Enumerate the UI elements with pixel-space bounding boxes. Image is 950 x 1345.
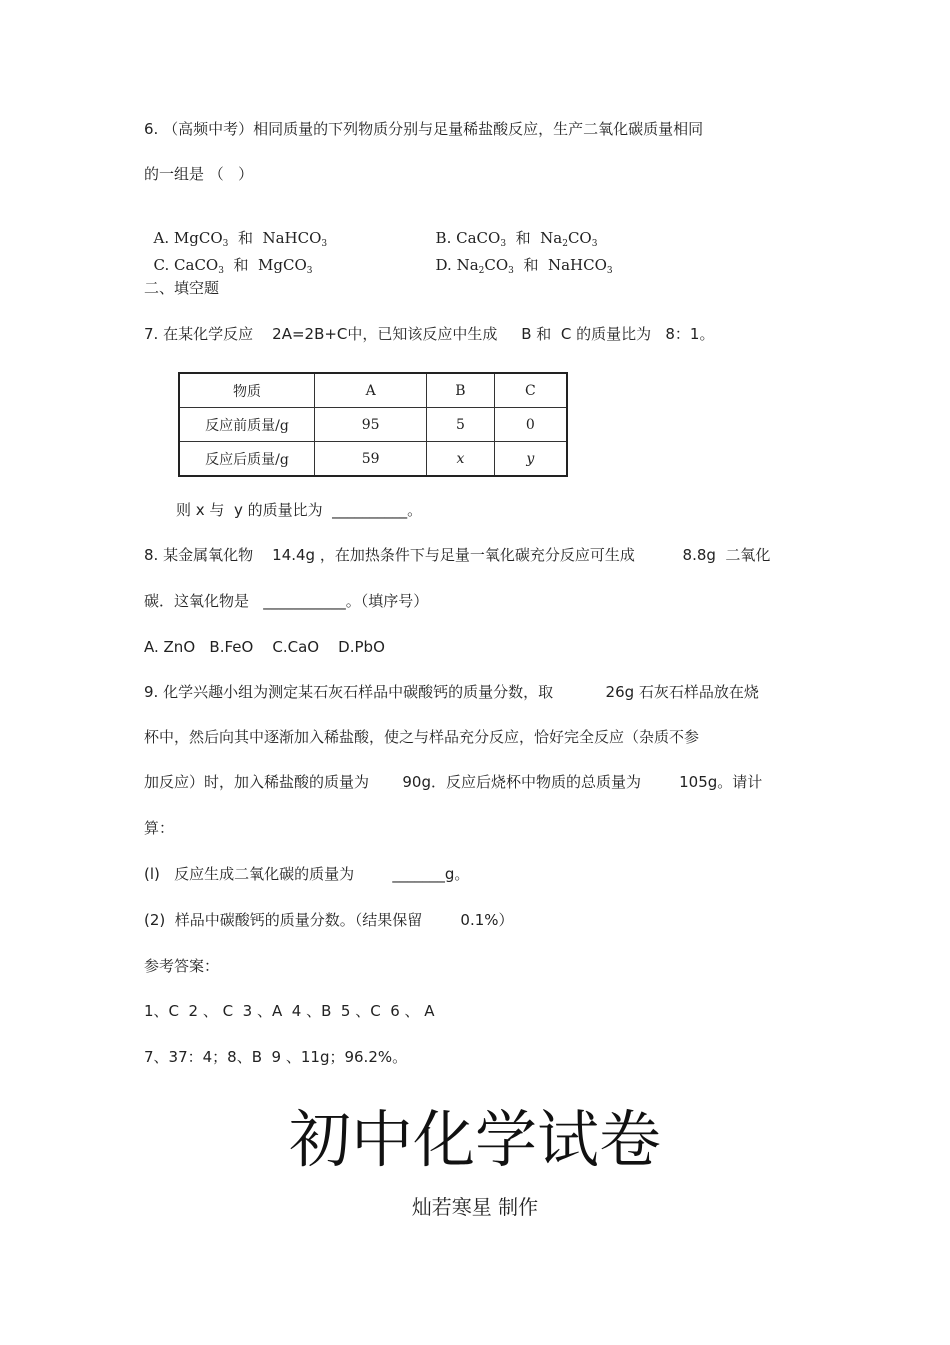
q6-option-a: A. MgCO$_3$ 和 NaHCO$_3$ [153, 229, 328, 249]
table-cell: y [494, 442, 567, 477]
q7-intro: 7. 在某化学反应 2A=2B+C中，已知该反应中生成 B 和 C 的质量比为 8：1。 [144, 325, 715, 343]
q6-option-c: C. CaCO$_3$ 和 MgCO$_3$ [153, 256, 313, 276]
q9-line4: 算： [144, 819, 175, 837]
answers-line2: 7、37：4；8、B 9 、11g；96.2%。 [144, 1048, 408, 1066]
q9-line1: 9. 化学兴趣小组为测定某石灰石样品中碳酸钙的质量分数，取 26g 石灰石样品放在烧 [144, 683, 759, 701]
table-row [179, 442, 567, 477]
table-header-cell: B [427, 373, 494, 408]
section-heading-fill-in: 二、填空题 [144, 279, 220, 297]
q6-option-b: B. CaCO$_3$ 和 $Na_2CO_3$ [435, 229, 598, 249]
table-header-cell: C [494, 373, 567, 408]
q6-option-d: D. $Na_2CO_3$ 和 NaHCO$_3$ [435, 256, 613, 276]
q9-sub1: (l) 反应生成二氧化碳的质量为 _______g。 [144, 865, 470, 883]
answers-line1: 1、C 2 、 C 3 、A 4 、B 5 、C 6 、 A [144, 1002, 435, 1020]
table-cell: 0 [494, 408, 567, 442]
table-header-cell: 物质 [179, 373, 315, 408]
q7-question: 则 x 与 y 的质量比为 __________。 [176, 501, 423, 519]
table-cell: 反应前质量/g [179, 408, 315, 442]
q8-options: A. ZnO B.FeO C.CaO D.PbO [144, 638, 385, 656]
q6-line1: 6. （高频中考）相同质量的下列物质分别与足量稀盐酸反应，生产二氧化碳质量相同 [144, 120, 704, 138]
q8-line2: 碳．这氧化物是 ___________。（填序号） [144, 592, 429, 610]
table-cell: 95 [315, 408, 427, 442]
q9-line2: 杯中，然后向其中逐渐加入稀盐酸，使之与样品充分反应，恰好完全反应（杂质不参 [144, 728, 700, 746]
answers-heading: 参考答案： [144, 957, 220, 975]
q6-line2: 的一组是 （ ） [144, 165, 254, 183]
table-header-cell: A [315, 373, 427, 408]
table-cell: 反应后质量/g [179, 442, 315, 477]
q9-sub2: (2) 样品中碳酸钙的质量分数。（结果保留 0.1%） [144, 911, 514, 929]
q8-line1: 8. 某金属氧化物 14.4g ，在加热条件下与足量一氧化碳充分反应可生成 8.8g 二氧化 [144, 546, 771, 564]
q7-mass-table [178, 372, 568, 477]
table-cell: 5 [427, 408, 494, 442]
q9-line3: 加反应）时，加入稀盐酸的质量为 90g．反应后烧杯中物质的总质量为 105g。请计 [144, 773, 763, 791]
table-cell: x [427, 442, 494, 477]
table-row [179, 408, 567, 442]
footer-title: 初中化学试卷 [288, 1103, 661, 1176]
table-header-row [179, 373, 567, 408]
footer-author: 灿若寒星 制作 [411, 1195, 539, 1219]
table-cell: 59 [315, 442, 427, 477]
